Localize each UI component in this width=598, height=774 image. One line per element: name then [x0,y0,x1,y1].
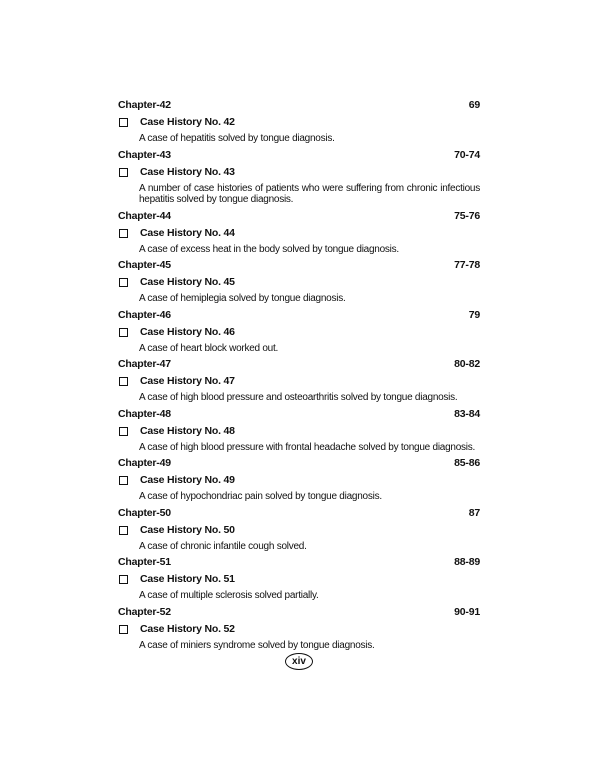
checkbox-icon [119,625,128,634]
chapter-pages: 69 [468,99,480,111]
chapter-title: Chapter-50 [118,506,171,519]
case-history-title: Case History No. 42 [140,116,235,128]
page-number: xiv [285,653,313,670]
chapter-pages: 75-76 [454,209,480,222]
toc-entry [118,148,480,209]
case-history-row [118,164,480,181]
toc-entry [118,555,480,605]
checkbox-icon [119,377,128,386]
case-description: A case of miniers syndrome solved by tongue diagnosis. [139,639,375,651]
chapter-title: Chapter-46 [118,308,171,321]
case-description: A case of high blood pressure and osteoarthritis solved by tongue diagnosis. [139,392,458,403]
chapter-title: Chapter-51 [118,556,171,568]
checkbox-icon [119,427,128,436]
chapter-row [118,308,480,324]
chapter-pages: 77-78 [454,259,480,271]
chapter-row [118,148,480,164]
case-history-row [118,472,480,489]
chapter-row [118,456,480,472]
checkbox-icon [119,229,128,238]
case-history-row [118,225,480,242]
toc-entry [118,357,480,407]
toc-entry [118,209,480,259]
checkbox-icon [119,278,128,287]
toc-entry [118,308,480,358]
chapter-row [118,98,480,114]
checkbox-icon [119,575,128,584]
case-description: A case of high blood pressure with frontal headache solved by tongue diagnosis. [139,441,476,453]
chapter-pages: 70-74 [454,148,480,161]
case-description: A case of hepatitis solved by tongue diagnosis. [139,133,335,144]
case-history-title: Case History No. 46 [140,325,235,338]
chapter-row [118,258,480,274]
chapter-title: Chapter-45 [118,259,171,271]
toc-entry [118,605,480,655]
toc-entry [118,407,480,457]
chapter-row [118,407,480,423]
case-description: A case of heart block worked out. [139,342,279,354]
toc-entry [118,98,480,148]
chapter-title: Chapter-47 [118,358,171,370]
case-history-row [118,522,480,539]
chapter-pages: 90-91 [454,605,480,618]
checkbox-icon [119,118,128,127]
case-history-title: Case History No. 44 [140,226,235,239]
case-history-row [118,571,480,588]
toc-entry [118,506,480,556]
case-history-row [118,621,480,638]
chapter-row [118,555,480,571]
chapter-row [118,357,480,373]
chapter-pages: 79 [468,308,480,321]
case-history-title: Case History No. 47 [140,375,235,387]
chapter-title: Chapter-42 [118,99,171,111]
case-history-title: Case History No. 49 [140,474,235,486]
case-history-row [118,114,480,131]
checkbox-icon [119,476,128,485]
case-description: A case of hemiplegia solved by tongue diagnosis. [139,293,346,304]
checkbox-icon [119,328,128,337]
chapter-pages: 83-84 [454,407,480,420]
checkbox-icon [119,526,128,535]
case-description: A number of case histories of patients who were suffering from chronic infectious hepatitis solved by tongue diagnosis. [139,182,480,205]
chapter-title: Chapter-52 [118,605,171,618]
chapter-pages: 80-82 [454,358,480,370]
case-history-title: Case History No. 52 [140,622,235,635]
case-description: A case of chronic infantile cough solved. [139,540,307,552]
chapter-pages: 88-89 [454,556,480,568]
chapter-pages: 87 [468,506,480,519]
chapter-row [118,209,480,225]
case-history-row [118,274,480,291]
chapter-pages: 85-86 [454,457,480,469]
chapter-title: Chapter-43 [118,148,171,161]
toc-entry [118,456,480,506]
checkbox-icon [119,168,128,177]
case-history-title: Case History No. 43 [140,165,235,178]
case-description: A case of hypochondriac pain solved by tongue diagnosis. [139,491,382,502]
table-of-contents [118,98,480,654]
case-history-row [118,423,480,440]
chapter-title: Chapter-44 [118,209,171,222]
case-history-row [118,324,480,341]
case-history-title: Case History No. 45 [140,276,235,288]
case-history-title: Case History No. 48 [140,424,235,437]
case-description: A case of multiple sclerosis solved partially. [139,590,319,601]
case-description: A case of excess heat in the body solved by tongue diagnosis. [139,243,399,255]
toc-entry [118,258,480,308]
chapter-title: Chapter-49 [118,457,171,469]
case-history-row [118,373,480,390]
case-history-title: Case History No. 51 [140,573,235,585]
chapter-title: Chapter-48 [118,407,171,420]
case-history-title: Case History No. 50 [140,523,235,536]
chapter-row [118,605,480,621]
chapter-row [118,506,480,522]
